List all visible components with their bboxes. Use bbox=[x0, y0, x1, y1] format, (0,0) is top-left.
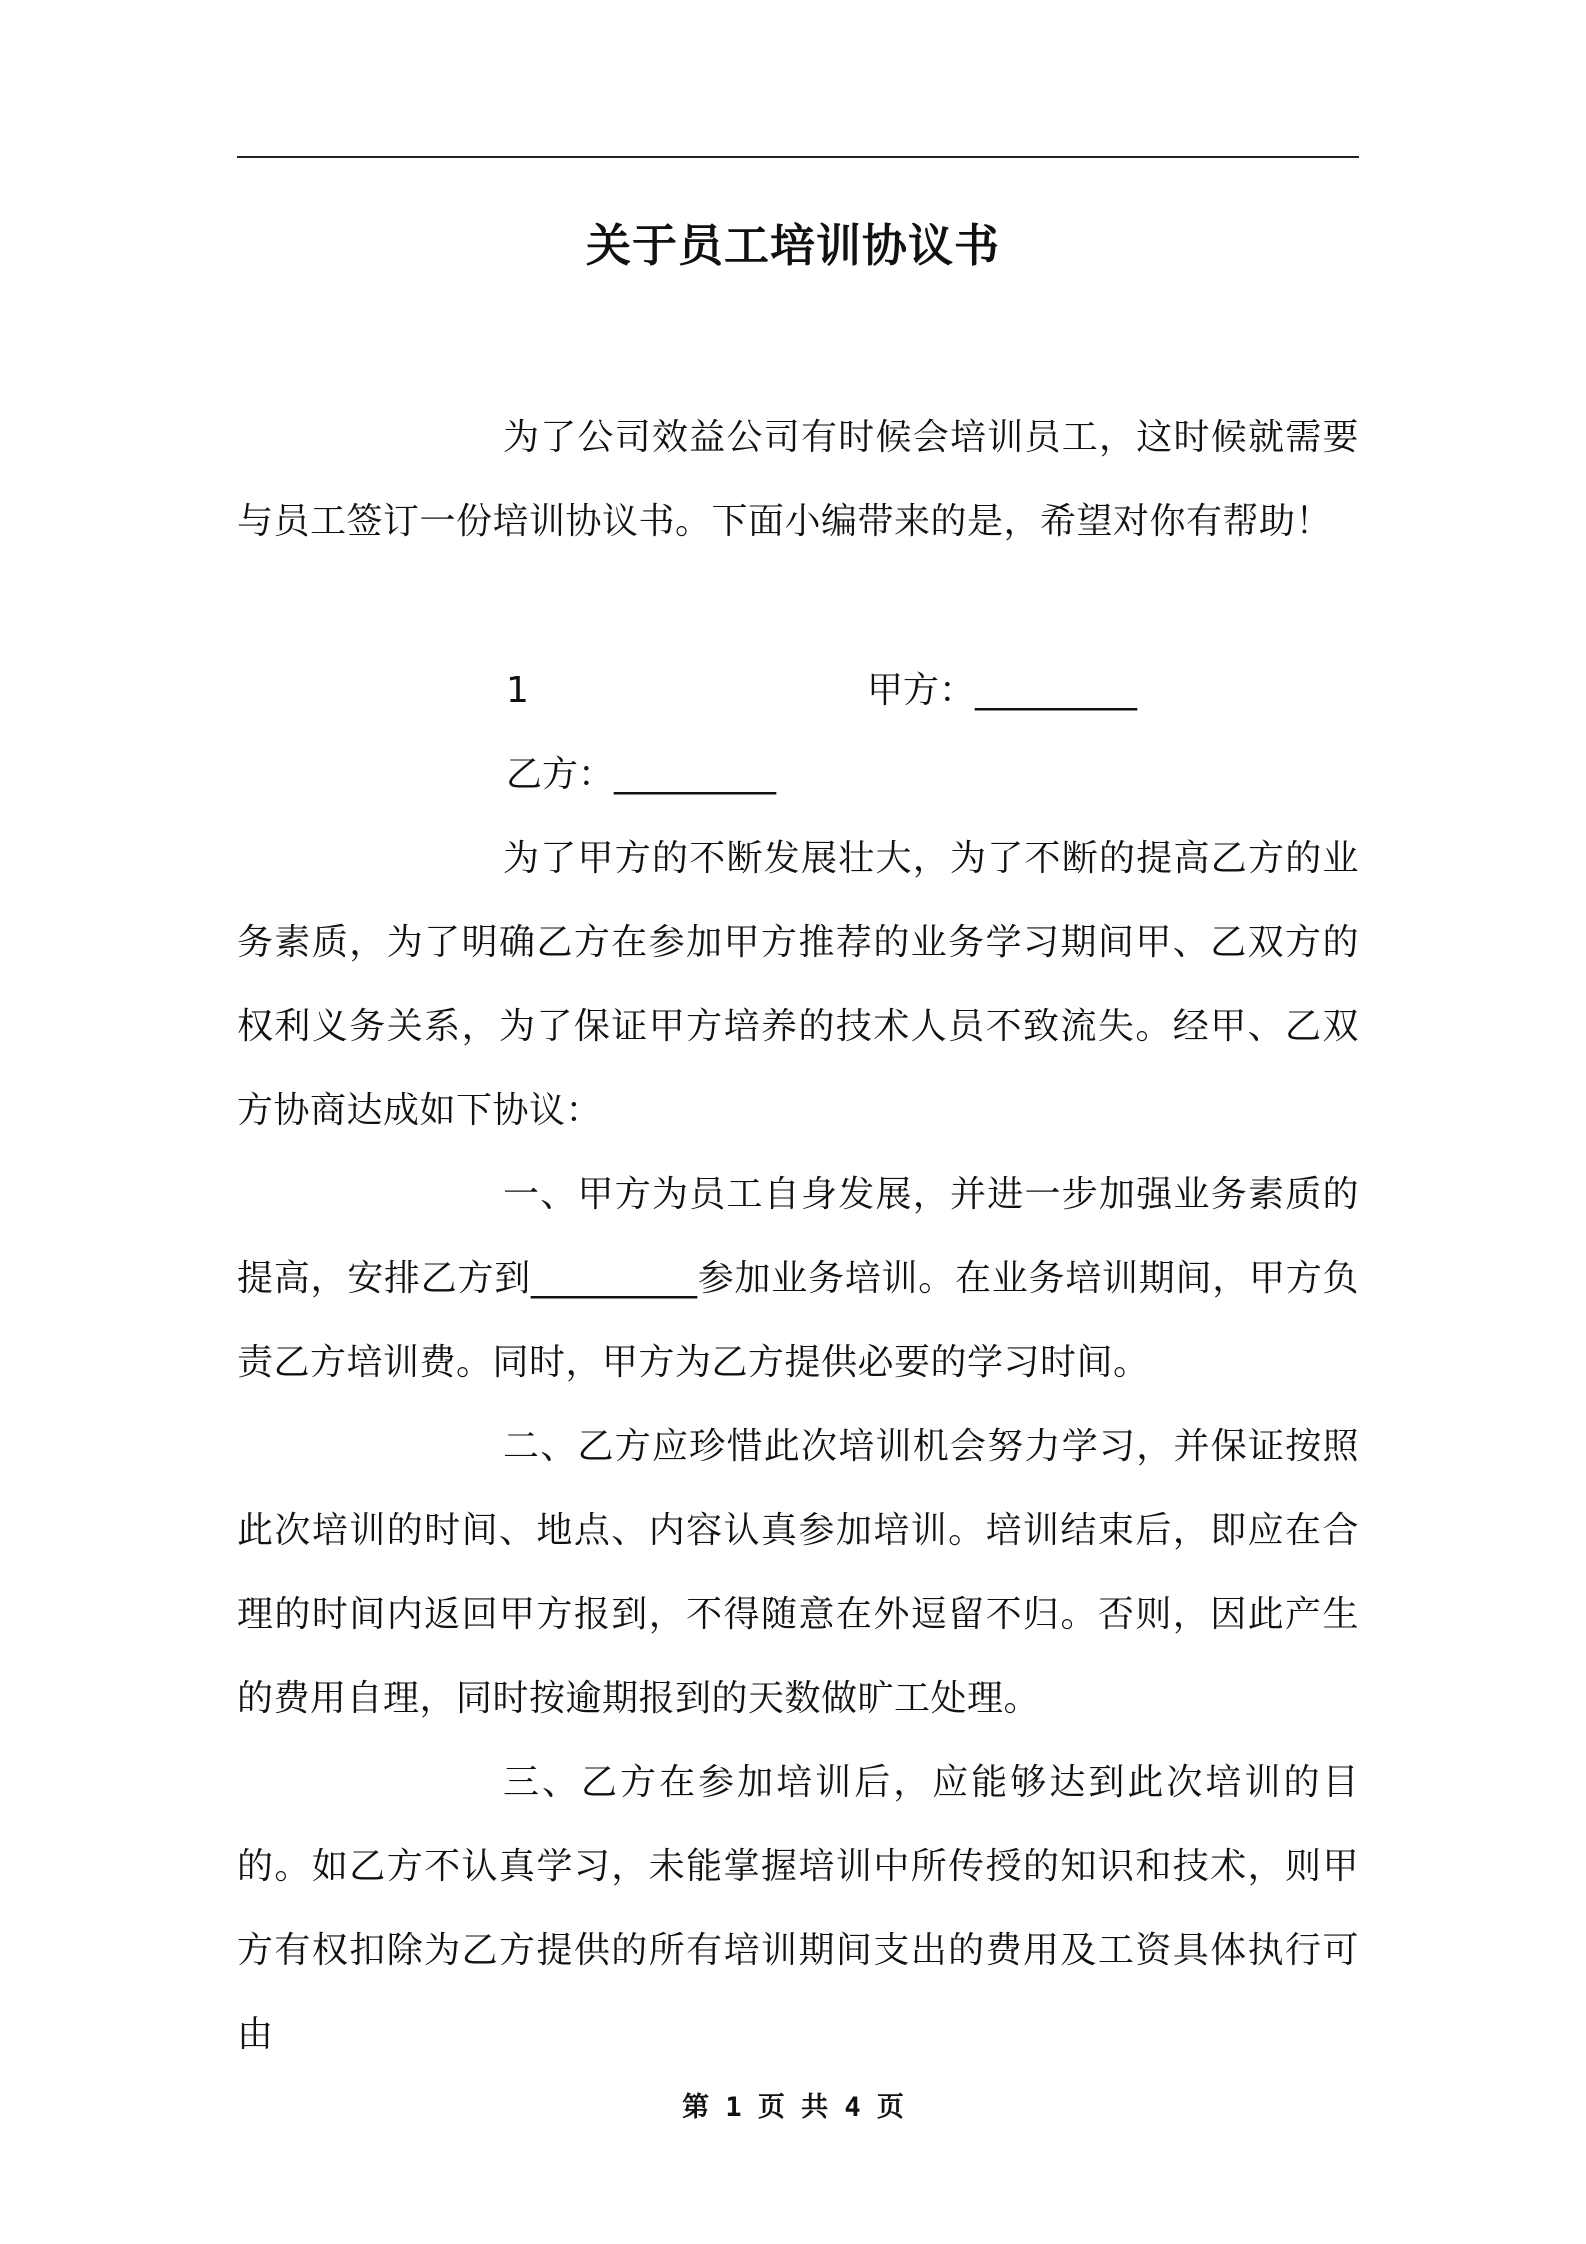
party-a-field: 甲方：_________ bbox=[867, 670, 1138, 711]
clause-1-paragraph: 一、甲方为员工自身发展，并进一步加强业务素质的提高，安排乙方到_________参加业务培训。在业务培训期间，甲方负责乙方培训费。同时，甲方为乙方提供必要的学习时间。 bbox=[237, 1174, 1359, 1383]
preamble-paragraph: 为了甲方的不断发展壮大，为了不断的提高乙方的业务素质，为了明确乙方在参加甲方推荐的业务学习期间甲、乙双方的权利义务关系，为了保证甲方培养的技术人员不致流失。经甲、乙双方协商达成如下协议： bbox=[237, 838, 1359, 1131]
item-number: 1 bbox=[506, 670, 529, 711]
page-indicator: 第 1 页 共 4 页 bbox=[682, 2092, 904, 2123]
party-a-row bbox=[237, 649, 1359, 733]
document-title: 关于员工培训协议书 bbox=[585, 219, 1000, 272]
party-b-field: 乙方：_________ bbox=[506, 754, 777, 795]
contract-body bbox=[237, 649, 1359, 2077]
header-rule bbox=[237, 156, 1359, 158]
clause-2-paragraph: 二、乙方应珍惜此次培训机会努力学习，并保证按照此次培训的时间、地点、内容认真参加培训。培训结束后，即应在合理的时间内返回甲方报到，不得随意在外逗留不归。否则，因此产生的费用自理，同时按逾期报到的天数做旷工处理。 bbox=[237, 1426, 1359, 1719]
intro-paragraph: 为了公司效益公司有时候会培训员工，这时候就需要与员工签订一份培训协议书。下面小编带来的是，希望对你有帮助！ bbox=[237, 417, 1359, 542]
clause-3-paragraph: 三、乙方在参加培训后，应能够达到此次培训的目的。如乙方不认真学习，未能掌握培训中所传授的知识和技术，则甲方有权扣除为乙方提供的所有培训期间支出的费用及工资具体执行可由 bbox=[237, 1762, 1359, 2055]
party-b-row bbox=[237, 733, 1359, 817]
intro-section bbox=[237, 396, 1359, 564]
